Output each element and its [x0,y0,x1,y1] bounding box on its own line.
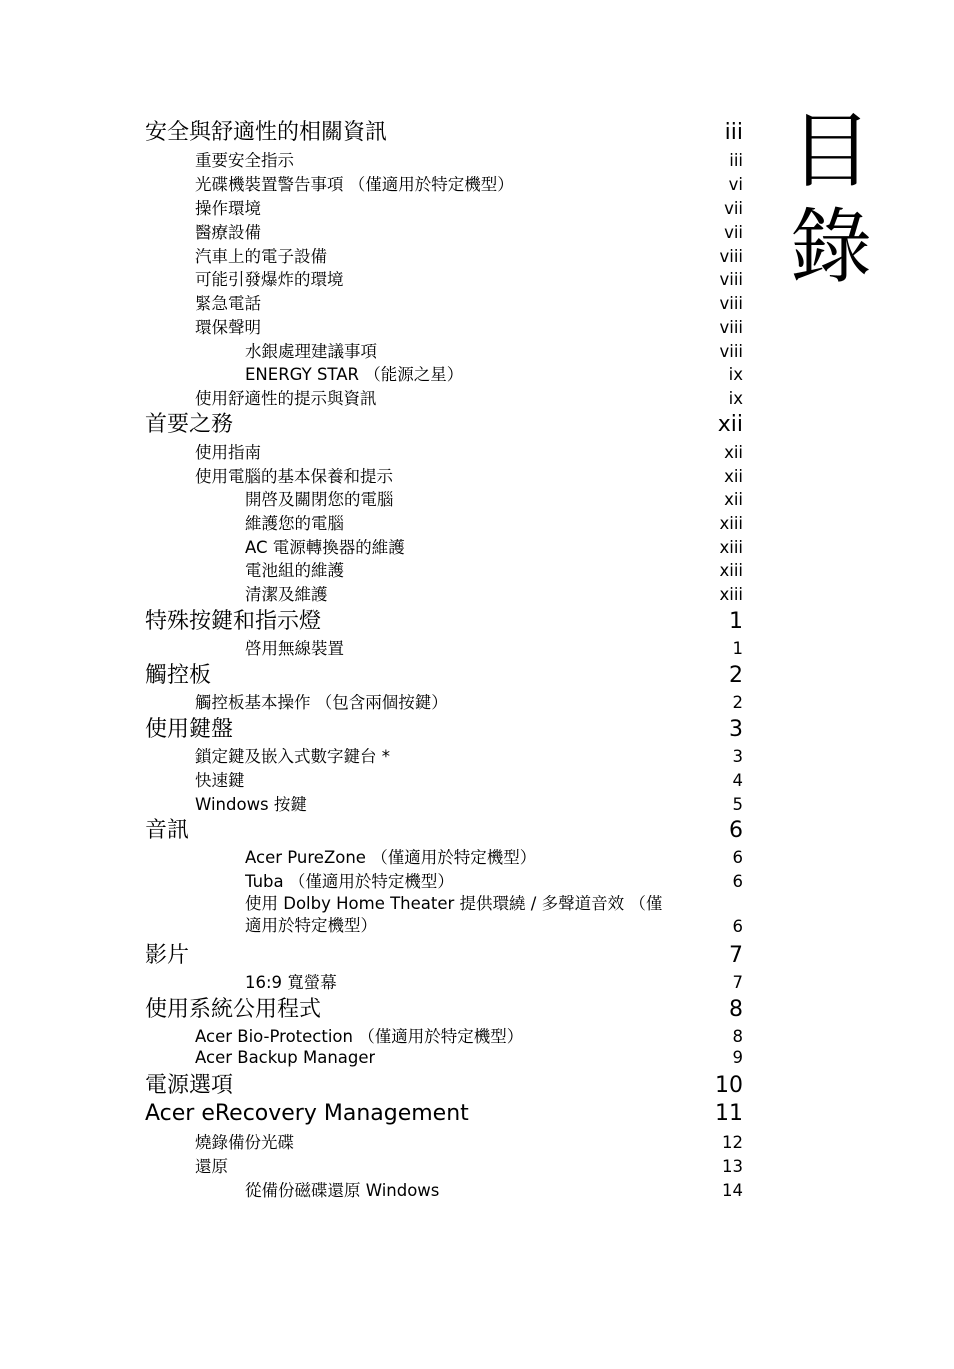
toc-entry[interactable] [245,639,743,659]
toc-entry-label: 使用鍵盤 [145,717,234,742]
toc-entry-page-number: vii [724,223,743,242]
toc-entry[interactable] [245,490,743,510]
toc-entry-label: 光碟機裝置警告事項 （僅適用於特定機型） [195,175,514,194]
toc-entry[interactable] [195,270,743,290]
toc-entry[interactable] [245,1181,743,1201]
toc-entry-page-number: xiii [719,514,743,533]
toc-entry[interactable] [145,1101,743,1127]
toc-entry[interactable] [195,443,743,463]
toc-entry-label: 清潔及維護 [245,585,328,604]
toc-entry-page-number: xiii [719,585,743,604]
toc-entry-label: Windows 按鍵 [195,795,307,814]
toc-entry[interactable] [195,151,743,171]
toc-entry-page-number: 6 [729,818,743,843]
toc-entry[interactable] [145,120,743,146]
toc-entry-label: 使用指南 [195,443,261,462]
toc-entry[interactable] [195,389,743,409]
toc-entry-label: Tuba （僅適用於特定機型） [245,872,454,891]
toc-entry[interactable] [245,893,743,937]
toc-entry-label: 可能引發爆炸的環境 [195,270,344,289]
toc-entry-page-number: 5 [732,795,743,814]
toc-entry-page-number: 3 [732,747,743,766]
toc-entry-page-number: 3 [729,717,743,742]
toc-entry-page-number: 1 [732,639,743,658]
toc-entry-label: 使用系統公用程式 [145,997,322,1022]
toc-entry[interactable] [195,795,743,815]
toc-entry[interactable] [195,175,743,195]
toc-entry-label: 開啓及關閉您的電腦 [245,490,394,509]
toc-entry-label: Acer Backup Manager [195,1048,376,1067]
toc-entry-page-number: 9 [732,1048,743,1067]
toc-entry[interactable] [145,997,743,1023]
toc-entry-label: 從備份磁碟還原 Windows [245,1181,440,1200]
toc-entry-page-number: 2 [732,693,743,712]
toc-entry-label: 觸控板基本操作 （包含兩個按鍵） [195,693,448,712]
toc-entry-label: 燒錄備份光碟 [195,1133,294,1152]
toc-entry-label: 安全與舒適性的相關資訊 [145,120,388,145]
toc-entry-page-number: xii [724,490,743,509]
toc-entry-label: 電源選項 [145,1073,234,1098]
toc-entry-label: 操作環境 [195,199,261,218]
toc-entry[interactable] [145,717,743,743]
toc-entry-label: 電池組的維護 [245,561,344,580]
toc-entry-page-number: 14 [722,1181,743,1200]
toc-entry-page-number: 4 [732,771,743,790]
toc-entry[interactable] [245,585,743,605]
toc-entry-page-number: 7 [732,973,743,992]
toc-entry-label: 水銀處理建議事項 [245,342,377,361]
toc-entry-label: 使用電腦的基本保養和提示 [195,467,393,486]
toc-entry-label: 快速鍵 [195,771,245,790]
toc-entry-page-number: xii [724,467,743,486]
toc-entry-label: 16:9 寬螢幕 [245,973,337,992]
toc-entry-label: Acer Bio-Protection （僅適用於特定機型） [195,1027,524,1046]
toc-entry[interactable] [245,973,743,993]
toc-entry[interactable] [145,1073,743,1099]
toc-entry-page-number: xii [717,412,743,437]
toc-entry-label: 觸控板 [145,663,212,688]
toc-entry-page-number: vi [728,175,743,194]
toc-entry-label: 還原 [195,1157,228,1176]
toc-entry[interactable] [195,318,743,338]
toc-entry-page-number: vii [724,199,743,218]
toc-entry-label: 鎖定鍵及嵌入式數字鍵台 * [195,747,390,766]
toc-entry[interactable] [195,1027,743,1047]
toc-entry[interactable] [195,771,743,791]
toc-entry-label: 啓用無線裝置 [245,639,344,658]
toc-entry-label: 使用 Dolby Home Theater 提供環繞 / 多聲道音效 （僅適用於特定機型） [245,894,663,935]
toc-entry[interactable] [195,223,743,243]
toc-entry-page-number: 12 [722,1133,743,1152]
toc-entry-page-number: 2 [729,663,743,688]
toc-entry-label: 特殊按鍵和指示燈 [145,609,322,634]
toc-entry-page-number: 6 [732,917,743,936]
toc-entry-page-number: xiii [719,538,743,557]
toc-entry[interactable] [145,609,743,635]
toc-entry-page-number: 10 [715,1073,743,1098]
toc-entry[interactable] [145,663,743,689]
toc-entry-label: Acer eRecovery Management [145,1101,469,1126]
toc-entry-page-number: viii [719,342,743,361]
toc-entry[interactable] [195,1133,743,1153]
toc-entry-label: 影片 [145,943,190,968]
toc-title-char-1: 目 [790,104,873,199]
toc-entry-label: 重要安全指示 [195,151,294,170]
toc-entry-label: Acer PureZone （僅適用於特定機型） [245,848,537,867]
toc-entry-label: 音訊 [145,818,190,843]
toc-entry-page-number: 6 [732,848,743,867]
toc-entry-page-number: 13 [722,1157,743,1176]
toc-entry-label: ENERGY STAR （能源之星） [245,365,464,384]
toc-entry-page-number: ix [728,389,743,408]
toc-entry[interactable] [195,247,743,267]
toc-entry-page-number: viii [719,318,743,337]
toc-entry[interactable] [145,412,743,438]
toc-entry-label: 維護您的電腦 [245,514,344,533]
toc-entry-label: 汽車上的電子設備 [195,247,327,266]
toc-entry[interactable] [245,872,743,892]
toc-entry-page-number: 1 [729,609,743,634]
toc-entry-page-number: viii [719,247,743,266]
toc-entry-label: 環保聲明 [195,318,261,337]
toc-entry[interactable] [195,467,743,487]
toc-entry-page-number: 8 [732,1027,743,1046]
toc-entry[interactable] [195,747,743,767]
toc-entry[interactable] [195,294,743,314]
toc-entry-label: AC 電源轉換器的維護 [245,538,405,557]
toc-entry-label: 緊急電話 [195,294,261,313]
toc-entry-label: 醫療設備 [195,223,261,242]
toc-entry-page-number: 7 [729,943,743,968]
toc-entry[interactable] [195,199,743,219]
toc-entry-page-number: iii [729,151,743,170]
toc-title [790,104,873,296]
toc-entry-page-number: xiii [719,561,743,580]
toc-entry[interactable] [245,848,743,868]
toc-entry[interactable] [245,342,743,362]
toc-entry[interactable] [245,538,743,558]
toc-entry-page-number: 11 [715,1101,743,1126]
toc-entry-page-number: ix [728,365,743,384]
toc-entry[interactable] [145,943,743,969]
toc-entry[interactable] [195,1048,743,1068]
toc-entry[interactable] [245,365,743,385]
toc-entry-label: 使用舒適性的提示與資訊 [195,389,377,408]
toc-entry[interactable] [195,693,743,713]
toc-entry[interactable] [145,818,743,844]
toc-entry[interactable] [245,561,743,581]
toc-entry[interactable] [195,1157,743,1177]
toc-entry-page-number: viii [719,270,743,289]
toc-entry-page-number: 6 [732,872,743,891]
toc-title-char-2: 錄 [790,200,873,295]
toc-entry-page-number: viii [719,294,743,313]
toc-entry[interactable] [245,514,743,534]
toc-entry-label: 首要之務 [145,412,234,437]
toc-entry-page-number: iii [724,120,743,145]
toc-entry-page-number: 8 [729,997,743,1022]
toc-entry-page-number: xii [724,443,743,462]
